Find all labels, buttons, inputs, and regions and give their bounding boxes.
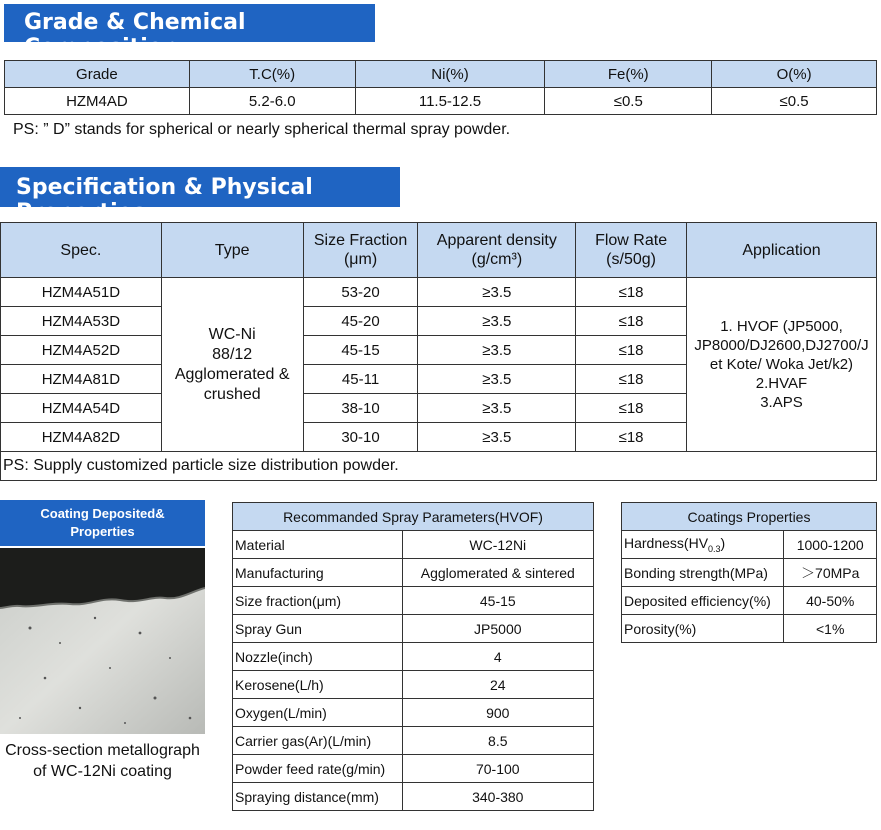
type-line: WC-Ni: [208, 325, 256, 343]
cell-ni: 11.5-12.5: [355, 88, 545, 115]
cell-spec: HZM4A82D: [1, 423, 162, 452]
cell-spec: HZM4A54D: [1, 394, 162, 423]
section-title-spec: Specification & Physical Properties: [16, 175, 313, 225]
cell-size: 45-15: [303, 336, 418, 365]
section-banner-grade: [4, 4, 375, 60]
cell-grade: HZM4AD: [5, 88, 190, 115]
cell-size: 30-10: [303, 423, 418, 452]
metallograph-caption: [0, 740, 205, 782]
params-title: Recommanded Spray Parameters(HVOF): [233, 503, 594, 531]
header-spec: Spec.: [1, 223, 162, 278]
param-value: 24: [402, 671, 593, 699]
param-label: Manufacturing: [233, 559, 403, 587]
type-line: Agglomerated &: [174, 365, 290, 383]
header-size-line1: Size Fraction: [313, 232, 408, 249]
header-size: [303, 223, 418, 278]
section-title-grade: Grade & Chemical Composition: [24, 10, 246, 60]
coatings-title: Coatings Properties: [622, 503, 877, 531]
param-label: Spraying distance(mm): [233, 783, 403, 811]
cell-density: ≥3.5: [418, 307, 576, 336]
table-row: [622, 559, 877, 587]
param-label: Nozzle(inch): [233, 643, 403, 671]
header-flow-line1: Flow Rate: [595, 232, 668, 249]
param-value: WC-12Ni: [402, 531, 593, 559]
param-label: Oxygen(L/min): [233, 699, 403, 727]
table-row: [233, 699, 594, 727]
metallograph-image: [0, 548, 205, 734]
param-label: Material: [233, 531, 403, 559]
cell-size: 38-10: [303, 394, 418, 423]
cell-size: 53-20: [303, 278, 418, 307]
table-row: [233, 755, 594, 783]
header-density-line1: Apparent density: [436, 232, 557, 249]
cell-flow: ≤18: [576, 423, 687, 452]
table-row: [233, 531, 594, 559]
param-value: 45-15: [402, 587, 593, 615]
coating-value: <1%: [784, 615, 877, 643]
table-header-row: [622, 503, 877, 531]
param-value: 900: [402, 699, 593, 727]
coating-header-line1: Coating Deposited&: [40, 506, 165, 521]
header-density-line2: (g/cm³): [471, 251, 523, 268]
table-row: [622, 531, 877, 559]
cell-type: [161, 278, 303, 452]
coating-value: ＞70MPa: [784, 559, 877, 587]
param-label: Powder feed rate(g/min): [233, 755, 403, 783]
cell-tc: 5.2-6.0: [189, 88, 355, 115]
cell-size: 45-20: [303, 307, 418, 336]
cell-density: ≥3.5: [418, 278, 576, 307]
cell-application: [686, 278, 876, 452]
table-row: [1, 278, 877, 307]
table-row: [233, 643, 594, 671]
param-value: 70-100: [402, 755, 593, 783]
coating-header: [0, 500, 205, 546]
cell-flow: ≤18: [576, 307, 687, 336]
table-row: [233, 671, 594, 699]
grade-composition-table: [4, 60, 877, 115]
param-value: Agglomerated & sintered: [402, 559, 593, 587]
spec-note-row: [1, 452, 877, 481]
cell-spec: HZM4A53D: [1, 307, 162, 336]
cell-spec: HZM4A52D: [1, 336, 162, 365]
coating-label: Bonding strength(MPa): [622, 559, 784, 587]
coatings-properties-table: [621, 502, 877, 643]
coating-value: 1000-1200: [784, 531, 877, 559]
cell-size: 45-11: [303, 365, 418, 394]
cell-density: ≥3.5: [418, 365, 576, 394]
header-size-line2: (μm): [343, 251, 378, 268]
spray-parameters-table: [232, 502, 594, 811]
coating-label: Porosity(%): [622, 615, 784, 643]
param-value: 8.5: [402, 727, 593, 755]
specification-table: [0, 222, 877, 481]
spec-note: PS: Supply customized particle size distribution powder.: [1, 452, 877, 481]
cell-spec: HZM4A81D: [1, 365, 162, 394]
cell-flow: ≤18: [576, 278, 687, 307]
table-row: [233, 727, 594, 755]
hardness-label: Hardness(HV: [624, 535, 709, 552]
param-label: Spray Gun: [233, 615, 403, 643]
cell-spec: HZM4A51D: [1, 278, 162, 307]
param-label: Size fraction(μm): [233, 587, 403, 615]
table-row: [233, 587, 594, 615]
header-ni: Ni(%): [355, 61, 545, 88]
table-row: [622, 587, 877, 615]
param-value: 4: [402, 643, 593, 671]
grade-note: PS: ” D” stands for spherical or nearly spherical thermal spray powder.: [13, 121, 511, 138]
application-line: JP8000/DJ2600,DJ2700/J: [694, 337, 869, 354]
header-grade: Grade: [5, 61, 190, 88]
application-line: 3.APS: [760, 394, 803, 411]
cell-flow: ≤18: [576, 365, 687, 394]
header-density: [418, 223, 576, 278]
table-row: [5, 88, 877, 115]
header-o: O(%): [712, 61, 877, 88]
header-flow: [576, 223, 687, 278]
table-row: [233, 783, 594, 811]
table-header-row: [233, 503, 594, 531]
table-row: [233, 615, 594, 643]
section-banner-spec: [0, 167, 400, 225]
coating-value: 40-50%: [784, 587, 877, 615]
header-fe: Fe(%): [545, 61, 712, 88]
hardness-close: ): [720, 535, 726, 552]
header-application: Application: [686, 223, 876, 278]
hardness-subscript: 0.3: [708, 543, 721, 554]
param-value: JP5000: [402, 615, 593, 643]
cell-density: ≥3.5: [418, 336, 576, 365]
table-header-row: [5, 61, 877, 88]
table-header-row: [1, 223, 877, 278]
caption-line1: Cross-section metallograph: [5, 742, 200, 759]
cell-flow: ≤18: [576, 336, 687, 365]
param-value: 340-380: [402, 783, 593, 811]
coating-label: [622, 531, 784, 559]
application-line: 2.HVAF: [755, 375, 808, 392]
type-line: crushed: [203, 385, 261, 403]
cell-fe: ≤0.5: [545, 88, 712, 115]
header-flow-line2: (s/50g): [606, 251, 656, 268]
param-label: Kerosene(L/h): [233, 671, 403, 699]
table-row: [622, 615, 877, 643]
table-row: [233, 559, 594, 587]
header-type: Type: [161, 223, 303, 278]
caption-line2: of WC-12Ni coating: [33, 763, 172, 780]
application-line: 1. HVOF (JP5000,: [720, 318, 843, 335]
cell-density: ≥3.5: [418, 423, 576, 452]
coating-label: Deposited efficiency(%): [622, 587, 784, 615]
cell-o: ≤0.5: [712, 88, 877, 115]
type-line: 88/12: [212, 345, 253, 363]
cell-density: ≥3.5: [418, 394, 576, 423]
coating-header-line2: Properties: [70, 524, 135, 539]
cell-flow: ≤18: [576, 394, 687, 423]
application-line: et Kote/ Woka Jet/k2): [709, 356, 854, 373]
param-label: Carrier gas(Ar)(L/min): [233, 727, 403, 755]
header-tc: T.C(%): [189, 61, 355, 88]
